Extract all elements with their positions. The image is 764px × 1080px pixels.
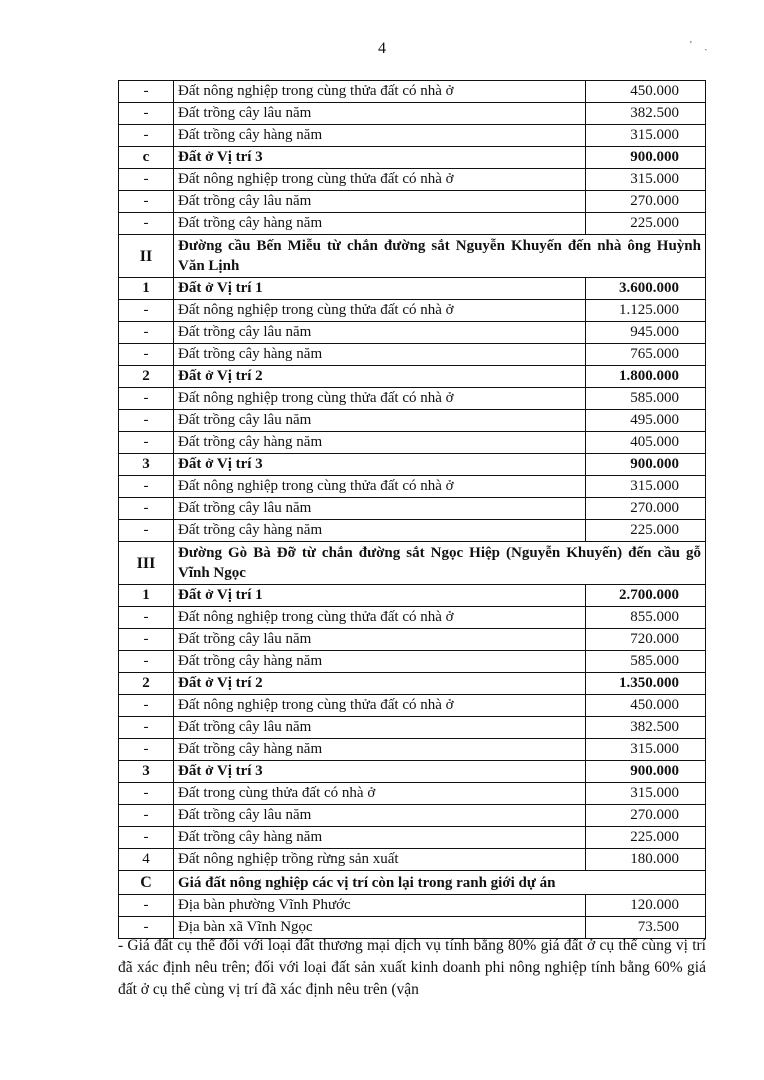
row-index: - [119, 651, 174, 673]
land-type-label: Đất nông nghiệp trong cùng thửa đất có nhà ở [174, 388, 586, 410]
land-type-label: Đất trồng cây hàng năm [174, 827, 586, 849]
table-row [119, 169, 706, 191]
price-value: 765.000 [586, 344, 706, 366]
row-index: - [119, 783, 174, 805]
table-row [119, 673, 706, 695]
price-value: 270.000 [586, 805, 706, 827]
land-type-label: Đất trồng cây hàng năm [174, 651, 586, 673]
table-row [119, 213, 706, 235]
row-index: - [119, 498, 174, 520]
row-index: 1 [119, 585, 174, 607]
table-row [119, 895, 706, 917]
row-index: 3 [119, 454, 174, 476]
land-type-label: Đất trồng cây hàng năm [174, 739, 586, 761]
table-row [119, 344, 706, 366]
row-index: II [119, 235, 174, 278]
price-value: 900.000 [586, 147, 706, 169]
page-number: 4 [378, 40, 386, 57]
row-index: - [119, 81, 174, 103]
price-value: 855.000 [586, 607, 706, 629]
land-type-label: Đất nông nghiệp trong cùng thửa đất có nhà ở [174, 169, 586, 191]
price-value: 900.000 [586, 761, 706, 783]
price-value: 450.000 [586, 695, 706, 717]
row-index: - [119, 827, 174, 849]
row-index: - [119, 805, 174, 827]
table-row [119, 695, 706, 717]
land-type-label: Đất nông nghiệp trong cùng thửa đất có nhà ở [174, 300, 586, 322]
row-index: - [119, 917, 174, 939]
table-row [119, 498, 706, 520]
row-index: - [119, 169, 174, 191]
section-title: Giá đất nông nghiệp các vị trí còn lại trong ranh giới dự án [174, 871, 706, 895]
land-price-table [118, 80, 706, 939]
land-type-label: Đất ở Vị trí 3 [174, 761, 586, 783]
land-type-label: Đất trồng cây hàng năm [174, 344, 586, 366]
price-value: 120.000 [586, 895, 706, 917]
row-index: - [119, 125, 174, 147]
table-row [119, 300, 706, 322]
price-value: 225.000 [586, 213, 706, 235]
land-type-label: Đất nông nghiệp trong cùng thửa đất có nhà ở [174, 81, 586, 103]
table-row [119, 410, 706, 432]
price-value: 382.500 [586, 103, 706, 125]
land-type-label: Đất nông nghiệp trong cùng thửa đất có nhà ở [174, 476, 586, 498]
table-row [119, 761, 706, 783]
section-title: Đường cầu Bến Miễu từ chắn đường sắt Nguyễn Khuyến đến nhà ông Huỳnh Văn Lịnh [174, 235, 706, 278]
table-row [119, 520, 706, 542]
land-type-label: Đất nông nghiệp trong cùng thửa đất có nhà ở [174, 607, 586, 629]
table-row [119, 103, 706, 125]
land-type-label: Đất trồng cây lâu năm [174, 717, 586, 739]
price-value: 405.000 [586, 432, 706, 454]
land-type-label: Đất trồng cây lâu năm [174, 103, 586, 125]
row-index: c [119, 147, 174, 169]
row-index: - [119, 344, 174, 366]
price-value: 450.000 [586, 81, 706, 103]
row-index: - [119, 300, 174, 322]
price-value: 315.000 [586, 739, 706, 761]
land-type-label: Đất ở Vị trí 1 [174, 585, 586, 607]
land-type-label: Địa bàn xã Vĩnh Ngọc [174, 917, 586, 939]
table-row [119, 717, 706, 739]
price-value: 315.000 [586, 476, 706, 498]
table-row [119, 125, 706, 147]
table-row [119, 849, 706, 871]
table-body [119, 81, 706, 939]
table-row [119, 454, 706, 476]
table-row [119, 629, 706, 651]
price-value: 315.000 [586, 125, 706, 147]
row-index: - [119, 432, 174, 454]
row-index: - [119, 695, 174, 717]
land-type-label: Đất trồng cây hàng năm [174, 432, 586, 454]
table-row [119, 651, 706, 673]
land-type-label: Đất trồng cây lâu năm [174, 322, 586, 344]
row-index: - [119, 739, 174, 761]
table-row [119, 607, 706, 629]
table-row [119, 476, 706, 498]
row-index: - [119, 213, 174, 235]
land-type-label: Đất ở Vị trí 3 [174, 147, 586, 169]
land-type-label: Đất trồng cây hàng năm [174, 125, 586, 147]
row-index: - [119, 629, 174, 651]
price-value: 585.000 [586, 651, 706, 673]
land-type-label: Đất trồng cây lâu năm [174, 805, 586, 827]
table-row [119, 147, 706, 169]
price-value: 270.000 [586, 191, 706, 213]
price-value: 585.000 [586, 388, 706, 410]
section-header-row [119, 542, 706, 585]
price-value: 225.000 [586, 520, 706, 542]
table-row [119, 278, 706, 300]
price-value: 3.600.000 [586, 278, 706, 300]
table-row [119, 388, 706, 410]
row-index: - [119, 388, 174, 410]
row-index: - [119, 191, 174, 213]
table-row [119, 805, 706, 827]
land-type-label: Đất trồng cây hàng năm [174, 520, 586, 542]
table-row [119, 432, 706, 454]
price-value: 900.000 [586, 454, 706, 476]
section-header-row [119, 871, 706, 895]
price-value: 315.000 [586, 783, 706, 805]
price-value: 945.000 [586, 322, 706, 344]
price-value: 315.000 [586, 169, 706, 191]
table-row [119, 322, 706, 344]
price-value: 1.350.000 [586, 673, 706, 695]
section-title: Đường Gò Bà Đỡ từ chắn đường sắt Ngọc Hiệp (Nguyễn Khuyến) đến cầu gỗ Vĩnh Ngọc [174, 542, 706, 585]
row-index: III [119, 542, 174, 585]
row-index: - [119, 607, 174, 629]
price-value: 270.000 [586, 498, 706, 520]
land-type-label: Đất ở Vị trí 2 [174, 673, 586, 695]
land-type-label: Đất trong cùng thửa đất có nhà ở [174, 783, 586, 805]
section-header-row [119, 235, 706, 278]
land-type-label: Đất trồng cây lâu năm [174, 629, 586, 651]
row-index: 2 [119, 673, 174, 695]
price-value: 382.500 [586, 717, 706, 739]
price-value: 225.000 [586, 827, 706, 849]
land-type-label: Đất trồng cây lâu năm [174, 410, 586, 432]
row-index: C [119, 871, 174, 895]
price-value: 1.125.000 [586, 300, 706, 322]
table-row [119, 191, 706, 213]
land-type-label: Đất ở Vị trí 2 [174, 366, 586, 388]
price-value: 180.000 [586, 849, 706, 871]
row-index: 2 [119, 366, 174, 388]
scan-mark: ' ˎ [690, 40, 708, 51]
price-value: 73.500 [586, 917, 706, 939]
row-index: - [119, 410, 174, 432]
price-note: - Giá đất cụ thể đối với loại đất thương mại dịch vụ tính bằng 80% giá đất ở cụ thể cùng vị trí đã xác định nêu trên; đối với loại đất sản xuất kinh doanh phi nông nghiệp tính bằng 60% giá đất ở cụ thể cùng vị trí đã xác định nêu trên (vận [118, 937, 706, 998]
table-row [119, 585, 706, 607]
row-index: 4 [119, 849, 174, 871]
land-type-label: Đất ở Vị trí 1 [174, 278, 586, 300]
row-index: 3 [119, 761, 174, 783]
row-index: - [119, 476, 174, 498]
land-type-label: Đất ở Vị trí 3 [174, 454, 586, 476]
land-type-label: Đất trồng cây lâu năm [174, 498, 586, 520]
land-type-label: Đất trồng cây lâu năm [174, 191, 586, 213]
table-row [119, 827, 706, 849]
price-value: 495.000 [586, 410, 706, 432]
row-index: - [119, 717, 174, 739]
land-type-label: Đất trồng cây hàng năm [174, 213, 586, 235]
row-index: - [119, 895, 174, 917]
row-index: - [119, 322, 174, 344]
row-index: - [119, 520, 174, 542]
table-row [119, 739, 706, 761]
table-row [119, 366, 706, 388]
land-type-label: Địa bàn phường Vĩnh Phước [174, 895, 586, 917]
price-value: 720.000 [586, 629, 706, 651]
table-row [119, 783, 706, 805]
land-type-label: Đất nông nghiệp trong cùng thửa đất có nhà ở [174, 695, 586, 717]
land-type-label: Đất nông nghiệp trồng rừng sản xuất [174, 849, 586, 871]
row-index: 1 [119, 278, 174, 300]
table-row [119, 81, 706, 103]
row-index: - [119, 103, 174, 125]
price-value: 1.800.000 [586, 366, 706, 388]
price-value: 2.700.000 [586, 585, 706, 607]
